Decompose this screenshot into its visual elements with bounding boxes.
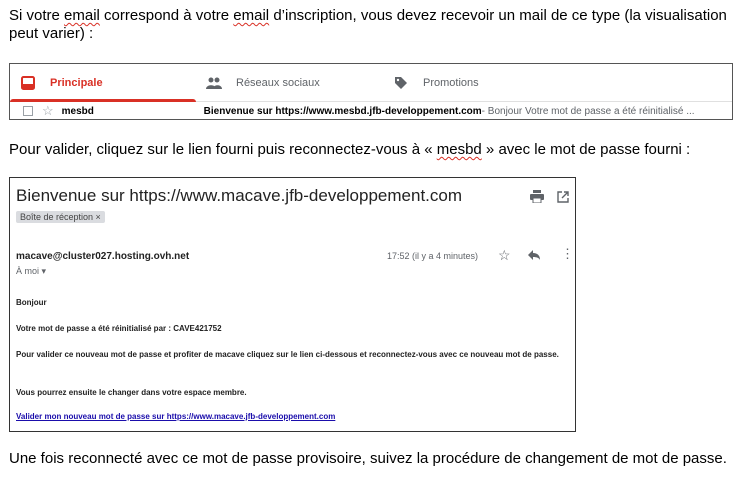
spellcheck-word: email — [233, 7, 270, 24]
mail-snippet: - Bonjour Votre mot de passe a été réinitialisé ... — [481, 105, 695, 117]
spellcheck-word: email — [64, 7, 100, 24]
email-timestamp: 17:52 (il y a 4 minutes) — [387, 251, 479, 261]
tab-promotions[interactable] — [393, 64, 479, 101]
text-segment: Pour valider, cliquez sur le lien fourni puis reconnectez-vous à « — [9, 141, 437, 158]
more-options-icon[interactable]: ⋮ — [561, 246, 574, 261]
reply-icon[interactable] — [527, 248, 541, 266]
validation-link[interactable]: Valider mon nouveau mot de passe sur https://www.macave.jfb-developpement.com — [16, 412, 336, 421]
inbox-icon — [20, 75, 36, 91]
tag-icon — [393, 75, 409, 91]
tab-label: Promotions — [423, 76, 479, 89]
tab-label: Principale — [50, 76, 103, 89]
email-body-line: Vous pourrez ensuite le changer dans votre espace membre. — [16, 388, 247, 397]
print-icon[interactable] — [530, 190, 544, 208]
open-in-new-window-icon[interactable] — [557, 190, 569, 208]
tab-principale[interactable] — [20, 64, 196, 101]
email-body-greeting: Bonjour — [16, 298, 47, 307]
inbox-tabs — [10, 64, 732, 102]
star-icon[interactable]: ☆ — [42, 103, 54, 118]
people-icon — [206, 75, 222, 91]
email-subject-title: Bienvenue sur https://www.macave.jfb-developpement.com — [16, 186, 463, 205]
gmail-inbox-screenshot — [9, 63, 733, 120]
spellcheck-word: mesbd — [436, 141, 482, 158]
select-checkbox[interactable] — [23, 106, 33, 116]
intro-paragraph — [9, 7, 734, 43]
email-recipient[interactable]: À moi ▾ — [16, 266, 47, 276]
mail-row[interactable] — [10, 102, 732, 120]
tab-label: Réseaux sociaux — [236, 76, 320, 89]
email-body-line: Votre mot de passe a été réinitialisé par : CAVE421752 — [16, 324, 222, 333]
mail-subject: Bienvenue sur https://www.mesbd.jfb-developpement.com — [203, 105, 482, 117]
inbox-label-chip[interactable]: Boîte de réception × — [16, 211, 105, 223]
mail-sender: mesbd — [61, 105, 94, 117]
validation-paragraph — [9, 141, 734, 159]
email-sender: macave@cluster027.hosting.ovh.net — [16, 251, 190, 262]
text-segment: » avec le mot de passe fourni : — [481, 141, 691, 158]
tab-reseaux-sociaux[interactable] — [206, 64, 320, 101]
text-segment: d’inscription, vous devez recevoir un mail de ce type (la visualisation peut varier) : — [9, 7, 727, 42]
email-body-line: Pour valider ce nouveau mot de passe et profiter de macave cliquez sur le lien ci-dessous et reconnectez-vous avec ce nouveau mot de passe. — [16, 350, 559, 359]
star-icon[interactable]: ☆ — [498, 247, 511, 263]
text-segment: correspond à votre — [99, 7, 234, 24]
email-view-screenshot — [9, 177, 576, 432]
closing-paragraph: Une fois reconnecté avec ce mot de passe provisoire, suivez la procédure de changement de mot de passe. — [9, 450, 727, 467]
text-segment: Si votre — [9, 7, 65, 24]
